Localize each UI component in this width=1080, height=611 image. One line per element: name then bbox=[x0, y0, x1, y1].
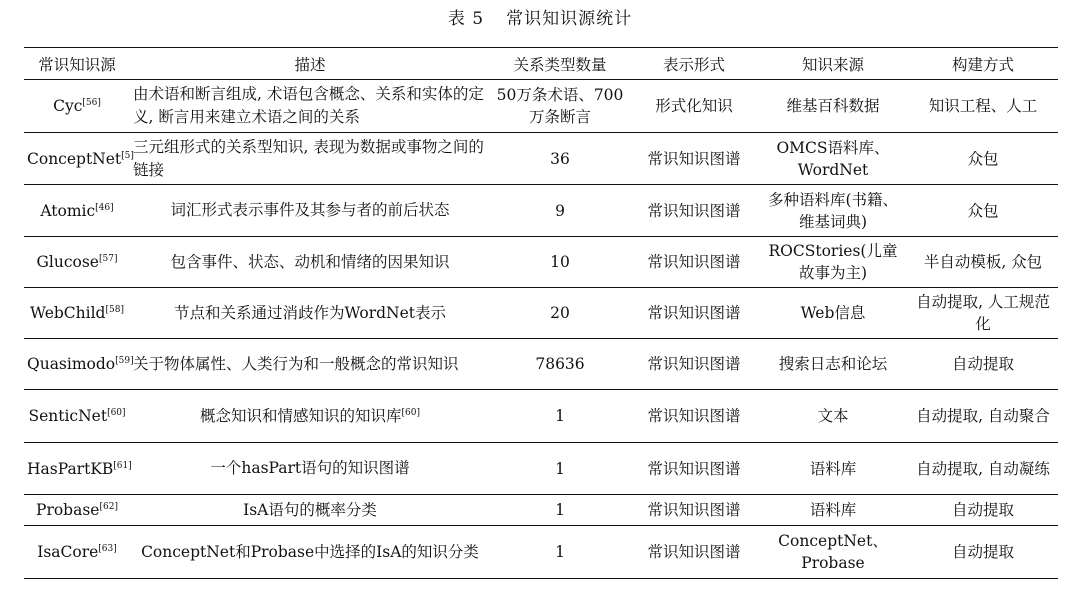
description-text: 关于物体属性、人类行为和一般概念的常识知识 bbox=[133, 354, 459, 373]
relation-count-cell: 9 bbox=[490, 185, 630, 237]
knowledge-source-table bbox=[24, 47, 1058, 579]
source-name-cell bbox=[24, 237, 130, 288]
construction-method-cell: 众包 bbox=[908, 185, 1058, 237]
citation-ref: [5] bbox=[121, 150, 134, 161]
header-source: 常识知识源 bbox=[24, 48, 130, 80]
construction-method-cell: 自动提取 bbox=[908, 339, 1058, 390]
knowledge-origin-cell: ConceptNet、Probase bbox=[758, 526, 908, 579]
construction-method-cell: 半自动模板, 众包 bbox=[908, 237, 1058, 288]
description-cell bbox=[130, 237, 490, 288]
knowledge-origin-cell: 多种语料库(书籍、维基词典) bbox=[758, 185, 908, 237]
relation-count-cell: 78636 bbox=[490, 339, 630, 390]
relation-count-cell: 1 bbox=[490, 390, 630, 443]
citation-ref: [62] bbox=[99, 502, 118, 512]
header-method: 构建方式 bbox=[908, 48, 1058, 80]
table-number: 表 5 bbox=[447, 9, 485, 29]
description-text: 一个hasPart语句的知识图谱 bbox=[210, 459, 410, 477]
source-name: WebChild bbox=[30, 304, 106, 322]
table-row bbox=[24, 390, 1058, 443]
table-row bbox=[24, 443, 1058, 495]
construction-method-cell: 自动提取, 自动凝练 bbox=[908, 443, 1058, 495]
representation-cell: 常识知识图谱 bbox=[630, 237, 758, 288]
header-row bbox=[24, 48, 1058, 80]
knowledge-origin-cell: 语料库 bbox=[758, 443, 908, 495]
citation-ref: [57] bbox=[98, 254, 118, 264]
table-row bbox=[24, 185, 1058, 237]
source-name: Atomic bbox=[40, 201, 96, 220]
description-cell bbox=[130, 288, 490, 339]
source-name: Glucose bbox=[36, 253, 99, 271]
citation-ref: [58] bbox=[105, 305, 124, 315]
knowledge-origin-cell: Web信息 bbox=[758, 288, 908, 339]
construction-method-cell: 自动提取, 自动聚合 bbox=[908, 390, 1058, 443]
table-row bbox=[24, 133, 1058, 185]
representation-cell: 形式化知识 bbox=[630, 80, 758, 133]
source-name: HasPartKB bbox=[27, 459, 114, 478]
description-cell bbox=[130, 526, 490, 579]
construction-method-cell: 自动提取 bbox=[908, 526, 1058, 579]
knowledge-origin-cell: OMCS语料库、WordNet bbox=[758, 133, 908, 185]
construction-method-cell: 自动提取 bbox=[908, 495, 1058, 526]
representation-cell: 常识知识图谱 bbox=[630, 495, 758, 526]
table-caption bbox=[0, 4, 1080, 29]
table-title: 常识知识源统计 bbox=[506, 9, 633, 29]
knowledge-origin-cell: 文本 bbox=[758, 390, 908, 443]
source-name-cell bbox=[24, 288, 130, 339]
relation-count-cell: 50万条术语、700万条断言 bbox=[490, 80, 630, 133]
table-row bbox=[24, 339, 1058, 390]
header-form: 表示形式 bbox=[630, 48, 758, 80]
knowledge-origin-cell: 维基百科数据 bbox=[758, 80, 908, 133]
representation-cell: 常识知识图谱 bbox=[630, 133, 758, 185]
source-name: Cyc bbox=[53, 97, 83, 115]
table-row bbox=[24, 80, 1058, 133]
construction-method-cell: 知识工程、人工 bbox=[908, 80, 1058, 133]
relation-count-cell: 1 bbox=[490, 526, 630, 579]
source-name: Probase bbox=[36, 501, 100, 519]
representation-cell: 常识知识图谱 bbox=[630, 288, 758, 339]
description-cell bbox=[130, 443, 490, 495]
source-name: ConceptNet bbox=[27, 149, 122, 168]
citation-ref: [61] bbox=[113, 460, 132, 471]
table-row bbox=[24, 526, 1058, 579]
description-cell bbox=[130, 495, 490, 526]
construction-method-cell: 众包 bbox=[908, 133, 1058, 185]
source-name-cell bbox=[24, 495, 130, 526]
representation-cell: 常识知识图谱 bbox=[630, 390, 758, 443]
header-origin: 知识来源 bbox=[758, 48, 908, 80]
source-name: IsaCore bbox=[37, 543, 99, 561]
description-text: 节点和关系通过消歧作为WordNet表示 bbox=[173, 303, 446, 322]
citation-ref: [56] bbox=[82, 98, 101, 108]
citation-ref: [60] bbox=[107, 408, 126, 418]
relation-count-cell: 20 bbox=[490, 288, 630, 339]
source-name-cell bbox=[24, 133, 134, 185]
knowledge-origin-cell: 搜索日志和论坛 bbox=[758, 339, 908, 390]
source-name-cell bbox=[24, 526, 130, 579]
description-text: 概念知识和情感知识的知识库 bbox=[200, 406, 402, 425]
citation-ref: [46] bbox=[95, 202, 114, 213]
representation-cell: 常识知识图谱 bbox=[630, 443, 758, 495]
description-cell bbox=[130, 339, 490, 390]
header-relation-count: 关系类型数量 bbox=[490, 48, 630, 80]
source-name: Quasimodo bbox=[27, 355, 116, 373]
citation-ref: [60] bbox=[401, 407, 420, 418]
citation-ref: [63] bbox=[98, 544, 117, 554]
relation-count-cell: 1 bbox=[490, 443, 630, 495]
relation-count-cell: 1 bbox=[490, 495, 630, 526]
citation-ref: [59] bbox=[115, 356, 134, 366]
source-name-cell bbox=[24, 185, 130, 237]
description-text: 词汇形式表示事件及其参与者的前后状态 bbox=[170, 201, 450, 219]
description-cell bbox=[130, 390, 490, 443]
description-text: 包含事件、状态、动机和情绪的因果知识 bbox=[170, 252, 450, 271]
table-row bbox=[24, 288, 1058, 339]
source-name-cell bbox=[24, 339, 134, 390]
description-text: 由术语和断言组成, 术语包含概念、关系和实体的定义, 断言用来建立术语之间的关系 bbox=[133, 85, 484, 126]
representation-cell: 常识知识图谱 bbox=[630, 526, 758, 579]
source-name-cell bbox=[24, 390, 130, 443]
description-text: 三元组形式的关系型知识, 表现为数据或事物之间的链接 bbox=[133, 137, 484, 179]
description-text: ConceptNet和Probase中选择的IsA的知识分类 bbox=[141, 542, 479, 561]
knowledge-origin-cell: 语料库 bbox=[758, 495, 908, 526]
description-text: IsA语句的概率分类 bbox=[243, 500, 377, 519]
relation-count-cell: 36 bbox=[490, 133, 630, 185]
table-row bbox=[24, 495, 1058, 526]
header-description: 描述 bbox=[130, 48, 490, 80]
representation-cell: 常识知识图谱 bbox=[630, 185, 758, 237]
source-name-cell bbox=[24, 443, 130, 495]
relation-count-cell: 10 bbox=[490, 237, 630, 288]
source-name-cell bbox=[24, 80, 130, 133]
construction-method-cell: 自动提取, 人工规范化 bbox=[908, 288, 1058, 339]
description-cell bbox=[130, 185, 490, 237]
description-cell bbox=[130, 80, 490, 133]
table-row bbox=[24, 237, 1058, 288]
representation-cell: 常识知识图谱 bbox=[630, 339, 758, 390]
knowledge-origin-cell: ROCStories(儿童故事为主) bbox=[758, 237, 908, 288]
source-name: SenticNet bbox=[28, 407, 108, 425]
description-cell bbox=[130, 133, 490, 185]
